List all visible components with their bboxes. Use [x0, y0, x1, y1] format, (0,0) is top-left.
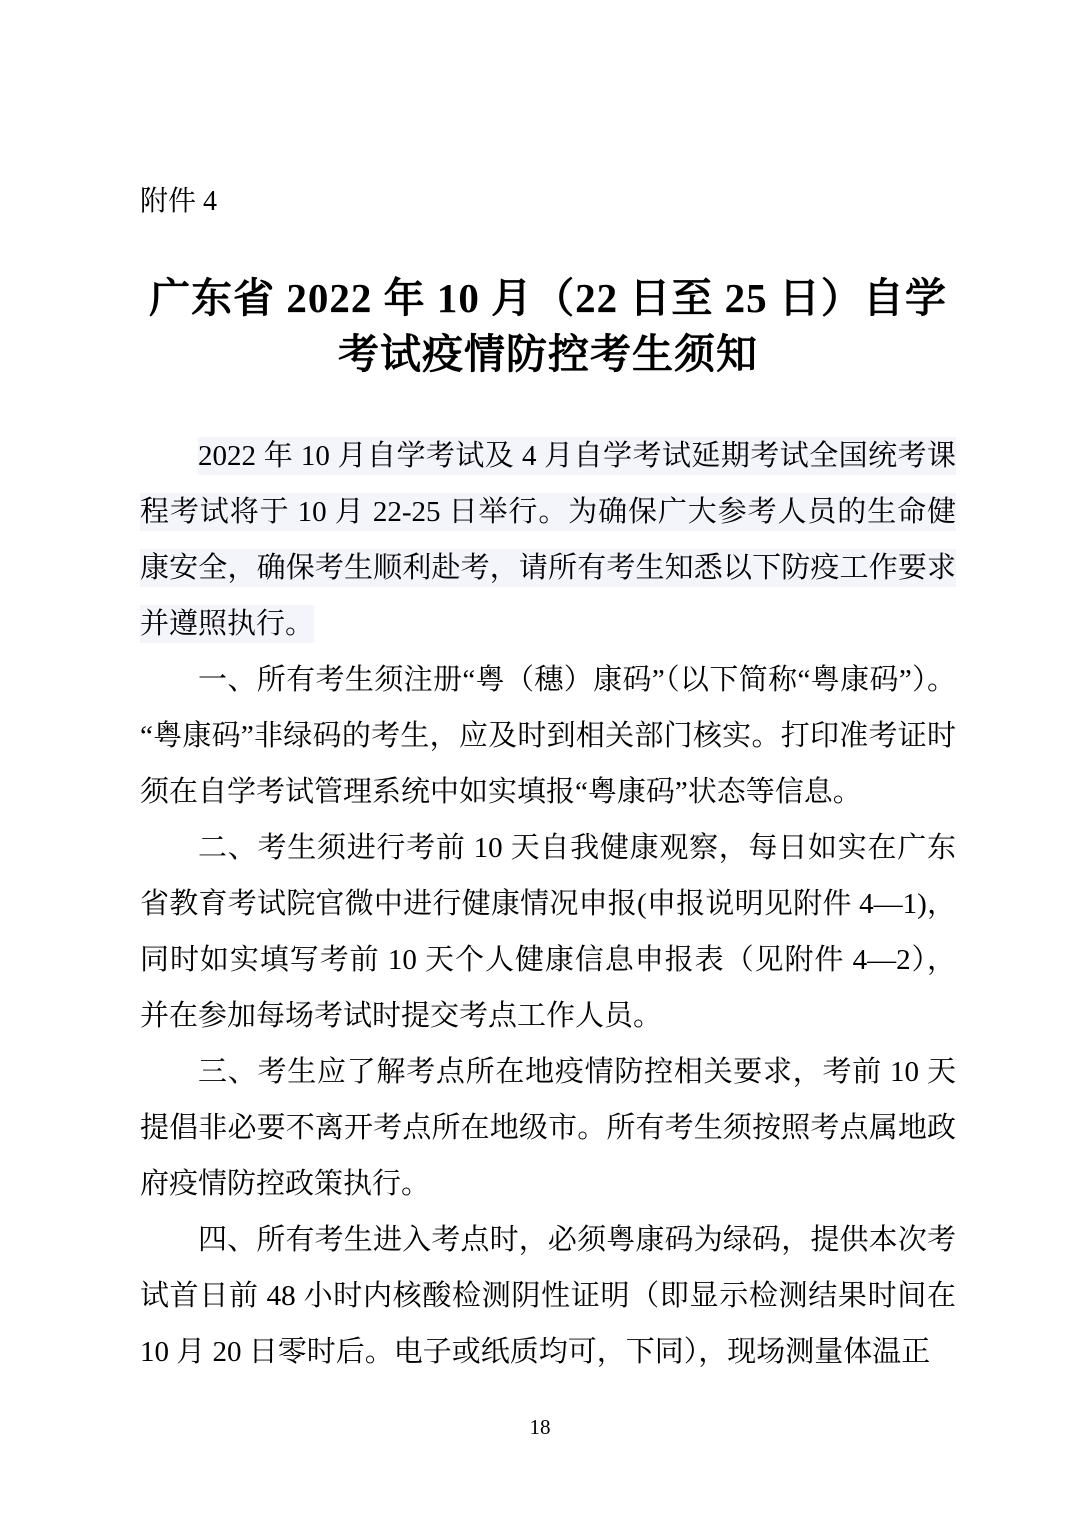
paragraph-item-3 [140, 1044, 956, 1212]
page-title-line-1: 广东省 2022 年 10 月（22 日至 25 日）自学 [149, 275, 947, 321]
paragraph-item-1-text: 一、所有考生须注册“粤（穗）康码”（以下简称“粤康码”）。“粤康码”非绿码的考生，应及时到相关部门核实。打印准考证时须在自学考试管理系统中如实填报“粤康码”状态等信息。 [140, 664, 956, 808]
paragraph-item-3-text: 三、考生应了解考点所在地疫情防控相关要求，考前 10 天提倡非必要不离开考点所在地级市。所有考生须按照考点属地政府疫情防控政策执行。 [140, 1056, 956, 1200]
page-title-line-2: 考试疫情防控考生须知 [338, 331, 758, 377]
paragraph-item-2-text: 二、考生须进行考前 10 天自我健康观察，每日如实在广东省教育考试院官微中进行健康情况申报(申报说明见附件 4—1)，同时如实填写考前 10 天个人健康信息申报表（见附件 4—2），并在参加每场考试时提交考点工作人员。 [140, 832, 956, 1032]
paragraph-item-4 [140, 1212, 956, 1380]
document-body [140, 428, 956, 1380]
document-content [140, 0, 956, 1380]
paragraph-item-4-text: 四、所有考生进入考点时，必须粤康码为绿码，提供本次考试首日前 48 小时内核酸检测阴性证明（即显示检测结果时间在 10 月 20 日零时后。电子或纸质均可，下同），现场测量体温正 [140, 1224, 956, 1368]
page-title [140, 270, 956, 382]
highlighted-intro-text: 2022 年 10 月自学考试及 4 月自学考试延期考试全国统考课程考试将于 10 月 22-25 日举行。为确保广大参考人员的生命健康安全，确保考生顺利赴考，请所有考生知悉以下防疫工作要求并遵照执行。 [140, 437, 956, 643]
attachment-label: 附件 4 [140, 186, 218, 217]
page-number: 18 [529, 1415, 551, 1439]
paragraph-item-2 [140, 820, 956, 1044]
paragraph-intro [140, 428, 956, 652]
paragraph-item-1 [140, 652, 956, 820]
